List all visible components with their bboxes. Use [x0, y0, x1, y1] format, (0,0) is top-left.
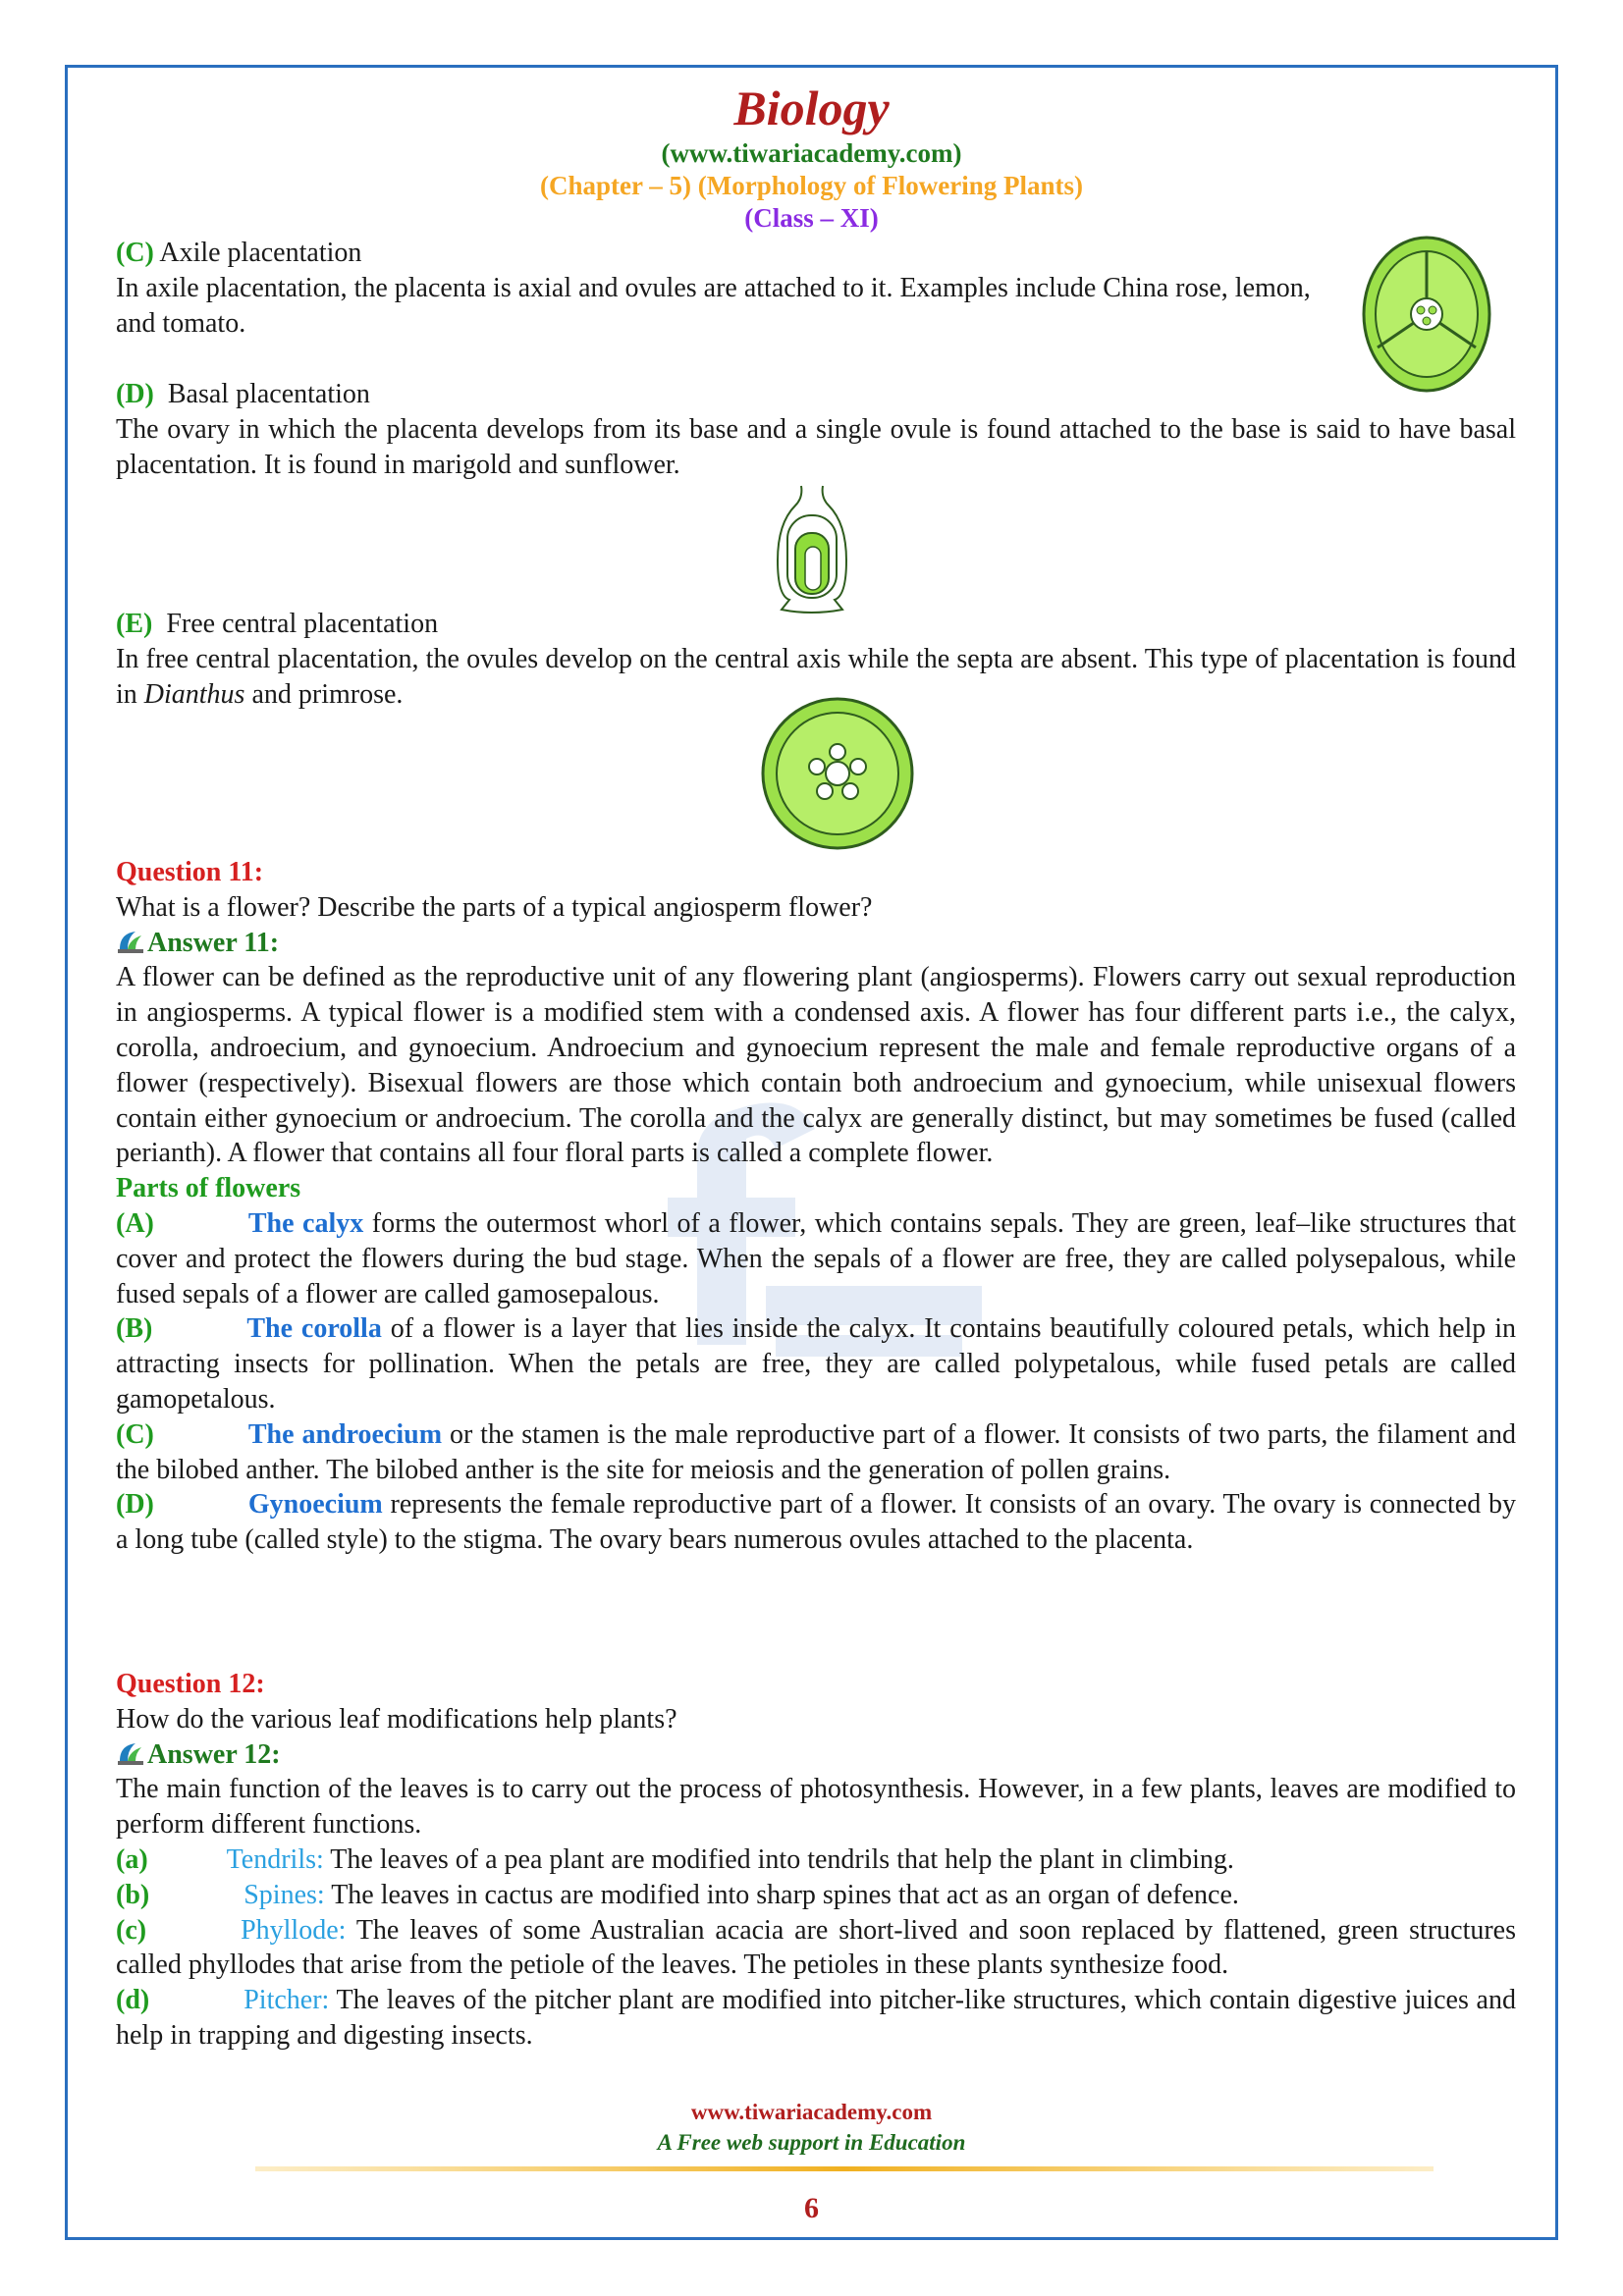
modification-item	[116, 1913, 1516, 1984]
axile-title: Axile placentation	[159, 238, 362, 268]
question-12-label: Question 12:	[116, 1669, 265, 1699]
free-central-placentation-diagram	[759, 695, 916, 852]
part-item	[116, 1311, 1516, 1416]
part-item	[116, 1206, 1516, 1311]
footer-divider	[255, 2166, 1434, 2171]
part-term: The corolla	[246, 1313, 382, 1345]
section-question-12	[116, 1667, 1516, 2054]
header-website: (www.tiwariacademy.com)	[661, 138, 962, 168]
part-term: The androecium	[247, 1418, 443, 1450]
answer-logo-icon	[116, 1739, 145, 1767]
mod-label: (a)	[116, 1843, 148, 1875]
page-number: 6	[804, 2192, 819, 2224]
section-basal	[116, 377, 1516, 482]
part-item	[116, 1487, 1516, 1558]
free-central-italic: Dianthus	[143, 678, 245, 710]
part-text: or the stamen is the male reproductive part of a flower. It consists of two parts, the filament and the bilobed anther. The bilobed anther is the site for meiosis and the generation of pollen grains.	[116, 1418, 1516, 1485]
section-question-11	[116, 855, 1516, 1558]
question-11-text: What is a flower? Describe the parts of a typical angiosperm flower?	[116, 891, 873, 923]
part-text: forms the outermost whorl of a flower, which contains sepals. They are green, leaf–like structures that cover and protect the flowers during the bud stage. When the sepals of a flower are free, they are called polysepalous, while fused sepals of a flower are called gamosepalous.	[116, 1207, 1516, 1309]
answer-11-label: Answer 11:	[147, 927, 280, 958]
answer-12-label: Answer 12:	[147, 1738, 281, 1770]
free-central-text-1: In free central placentation, the ovules develop on the central axis while the septa are absent. This type of placentation is found in	[116, 643, 1516, 710]
basal-text: The ovary in which the placenta develops from its base and a single ovule is found attached to the base is said to have basal placentation. It is found in marigold and sunflower.	[116, 413, 1516, 480]
mod-text: The leaves of a pea plant are modified into tendrils that help the plant in climbing.	[323, 1843, 1234, 1875]
part-item	[116, 1417, 1516, 1488]
part-label: (C)	[116, 1418, 154, 1450]
answer-11-text: A flower can be defined as the reproductive unit of any flowering plant (angiosperms). Flowers carry out sexual reproduction in angiosperms. A typical flower is a modified stem with a condensed axis. A flower has four different parts i.e., the calyx, corolla, androecium, and gynoecium. Androecium and gynoecium represent the male and female reproductive organs of a flower (respectively). Bisexual flowers are those which contain both androecium and gynoecium, while unisexual flowers contain either gynoecium or androecium. The corolla and the calyx are generally distinct, but may sometimes be fused (called perianth). A flower that contains all four floral parts is called a complete flower.	[116, 962, 1516, 1169]
mod-term: Phyllode:	[241, 1914, 347, 1946]
free-central-title: Free central placentation	[166, 609, 439, 639]
footer-website[interactable]: www.tiwariacademy.com	[690, 2100, 933, 2124]
mod-label: (b)	[116, 1879, 150, 1910]
part-term: Gynoecium	[247, 1489, 383, 1521]
part-label: (B)	[116, 1313, 153, 1345]
part-text: of a flower is a layer that lies inside the calyx. It contains beautifully coloured petals, which help in attracting insects for pollination. When the petals are free, they are called polypetalous, while fused petals are called gamopetalous.	[116, 1313, 1516, 1415]
modification-item	[116, 1842, 1516, 1878]
mod-label: (d)	[116, 1985, 150, 2016]
section-axile	[116, 236, 1324, 341]
question-11-label: Question 11:	[116, 857, 264, 887]
mod-label: (c)	[116, 1914, 147, 1946]
label-c: (C)	[116, 238, 154, 268]
mod-text: The leaves of the pitcher plant are modified into pitcher-like structures, which contain digestive juices and help in trapping and digesting insects.	[116, 1985, 1516, 2051]
mod-text: The leaves of some Australian acacia are short-lived and soon replaced by flattened, green structures called phyllodes that arise from the petiole of the leaves. The petioles in these plants synthesize food.	[116, 1914, 1516, 1981]
mod-term: Spines:	[243, 1879, 325, 1910]
part-term: The calyx	[247, 1207, 364, 1239]
mod-term: Tendrils:	[226, 1843, 324, 1875]
mod-text: The leaves in cactus are modified into sharp spines that act as an organ of defence.	[324, 1879, 1239, 1910]
question-12-text: How do the various leaf modifications help plants?	[116, 1703, 677, 1735]
basal-placentation-diagram	[772, 482, 852, 614]
footer-tagline: A Free web support in Education	[657, 2130, 966, 2155]
part-text: represents the female reproductive part of a flower. It consists of an ovary. The ovary is connected by a long tube (called style) to the stigma. The ovary bears numerous ovules attached to the placenta.	[116, 1489, 1516, 1556]
free-central-text-2: and primrose.	[244, 678, 404, 710]
parts-heading: Parts of flowers	[116, 1173, 301, 1204]
label-d: (D)	[116, 379, 154, 409]
axile-placentation-diagram	[1358, 232, 1495, 397]
header-class: (Class – XI)	[744, 203, 879, 233]
part-label: (A)	[116, 1207, 154, 1239]
label-e: (E)	[116, 609, 153, 639]
header-chapter: (Chapter – 5) (Morphology of Flowering Plants)	[540, 171, 1083, 200]
modification-item	[116, 1983, 1516, 2054]
axile-text: In axile placentation, the placenta is axial and ovules are attached to it. Examples include China rose, lemon, and tomato.	[116, 272, 1311, 339]
answer-12-text: The main function of the leaves is to carry out the process of photosynthesis. However, in a few plants, leaves are modified to perform different functions.	[116, 1774, 1516, 1841]
page-title: Biology	[733, 80, 890, 135]
mod-term: Pitcher:	[243, 1985, 330, 2016]
basal-title: Basal placentation	[167, 379, 370, 409]
modification-item	[116, 1878, 1516, 1913]
page-header	[0, 79, 1623, 235]
part-label: (D)	[116, 1489, 154, 1521]
answer-logo-icon	[116, 928, 145, 955]
